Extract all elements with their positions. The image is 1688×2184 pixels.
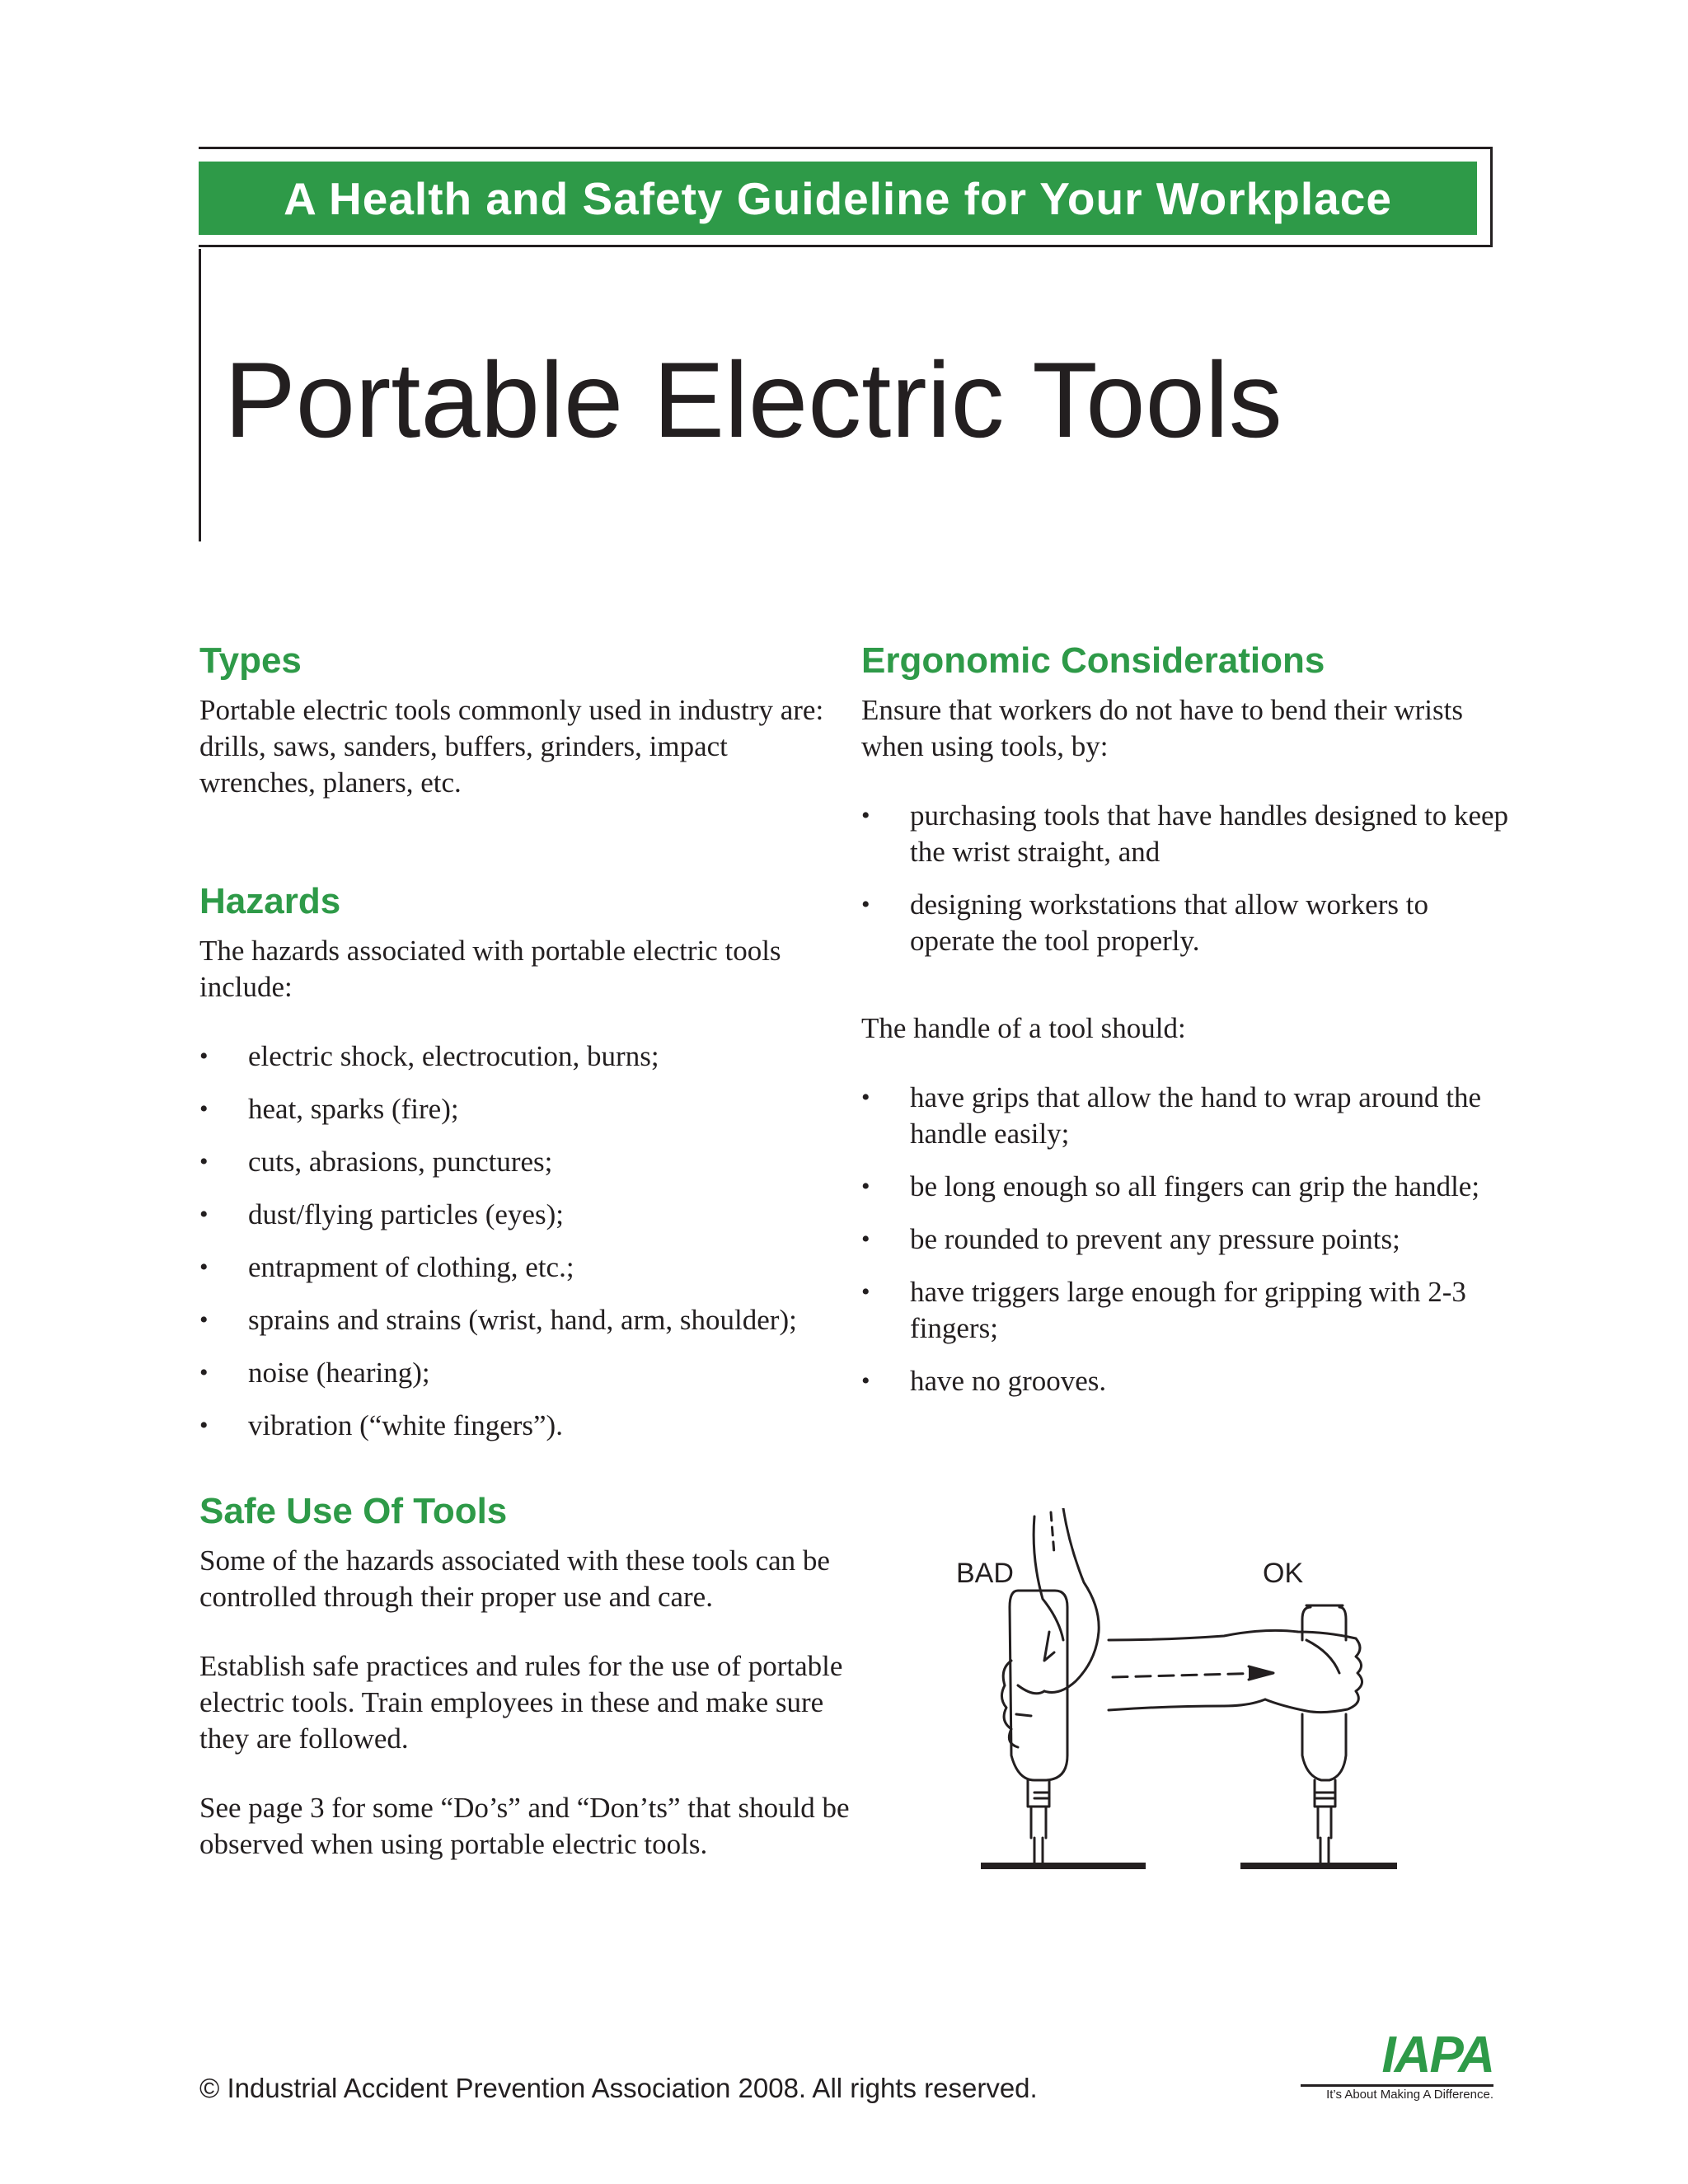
logo-tagline: It’s About Making A Difference.	[1326, 2088, 1493, 2102]
hazards-list	[199, 1038, 851, 1444]
bad-drill-drawing	[1001, 1508, 1099, 1863]
list-item: • electric shock, electrocution, burns;	[199, 1038, 851, 1075]
drill-drawings	[952, 1508, 1397, 1879]
list-item: • dust/flying particles (eyes);	[199, 1197, 851, 1233]
list-item: • heat, sparks (fire);	[199, 1091, 851, 1127]
types-heading: Types	[199, 640, 302, 681]
safe-use-paragraph-3: See page 3 for some “Do’s” and “Don’ts” that should be observed when using portable electric tools.	[199, 1792, 850, 1860]
ok-floor	[1240, 1863, 1397, 1869]
title-rule	[199, 249, 201, 541]
types-paragraph: Portable electric tools commonly used in industry are: drills, saws, sanders, buffers, grinders, impact wrenches, planers, etc.	[199, 694, 824, 799]
list-item: • have no grooves.	[861, 1363, 1512, 1399]
right-column	[861, 636, 1512, 1399]
copyright: © Industrial Accident Prevention Association 2008. All rights reserved.	[199, 2073, 1038, 2103]
bad-label: BAD	[956, 1558, 1014, 1589]
page-title: Portable Electric Tools	[224, 340, 1282, 460]
ergonomic-intro: Ensure that workers do not have to bend their wrists when using tools, by:	[861, 694, 1463, 762]
list-item: • have triggers large enough for gripping with 2-3 fingers;	[861, 1274, 1512, 1347]
safe-use-heading: Safe Use Of Tools	[199, 1491, 508, 1531]
logo-bar	[1301, 2084, 1493, 2087]
bad-floor	[981, 1863, 1146, 1869]
list-item: • noise (hearing);	[199, 1355, 851, 1391]
list-item: • have grips that allow the hand to wrap around the handle easily;	[861, 1080, 1512, 1152]
ok-label: OK	[1263, 1558, 1304, 1589]
list-item: • be long enough so all fingers can grip the handle;	[861, 1169, 1512, 1205]
left-column	[199, 636, 851, 1863]
hazards-intro: The hazards associated with portable electric tools include:	[199, 935, 781, 1003]
safe-use-paragraph-1: Some of the hazards associated with these tools can be controlled through their proper use and care.	[199, 1544, 830, 1613]
drill-grip-illustration	[952, 1508, 1397, 1879]
ok-drill-drawing	[1109, 1605, 1362, 1863]
list-item: • be rounded to prevent any pressure points;	[861, 1221, 1512, 1258]
list-item: • entrapment of clothing, etc.;	[199, 1249, 851, 1286]
handle-list	[861, 1080, 1512, 1399]
ergonomic-list	[861, 798, 1512, 959]
logo-text: IAPA	[1381, 2027, 1493, 2083]
handle-intro: The handle of a tool should:	[861, 1012, 1186, 1044]
list-item: • sprains and strains (wrist, hand, arm, shoulder);	[199, 1302, 851, 1338]
iapa-logo	[1301, 2029, 1493, 2103]
list-item: • cuts, abrasions, punctures;	[199, 1144, 851, 1180]
safe-use-paragraph-2: Establish safe practices and rules for the use of portable electric tools. Train employees in these and make sure they are followed.	[199, 1650, 843, 1755]
ergonomic-heading: Ergonomic Considerations	[861, 640, 1325, 681]
banner: A Health and Safety Guideline for Your Workplace	[199, 162, 1477, 235]
list-item: • designing workstations that allow workers to operate the tool properly.	[861, 887, 1512, 959]
list-item: • purchasing tools that have handles designed to keep the wrist straight, and	[861, 798, 1512, 870]
list-item: • vibration (“white fingers”).	[199, 1408, 851, 1444]
hazards-heading: Hazards	[199, 881, 341, 921]
